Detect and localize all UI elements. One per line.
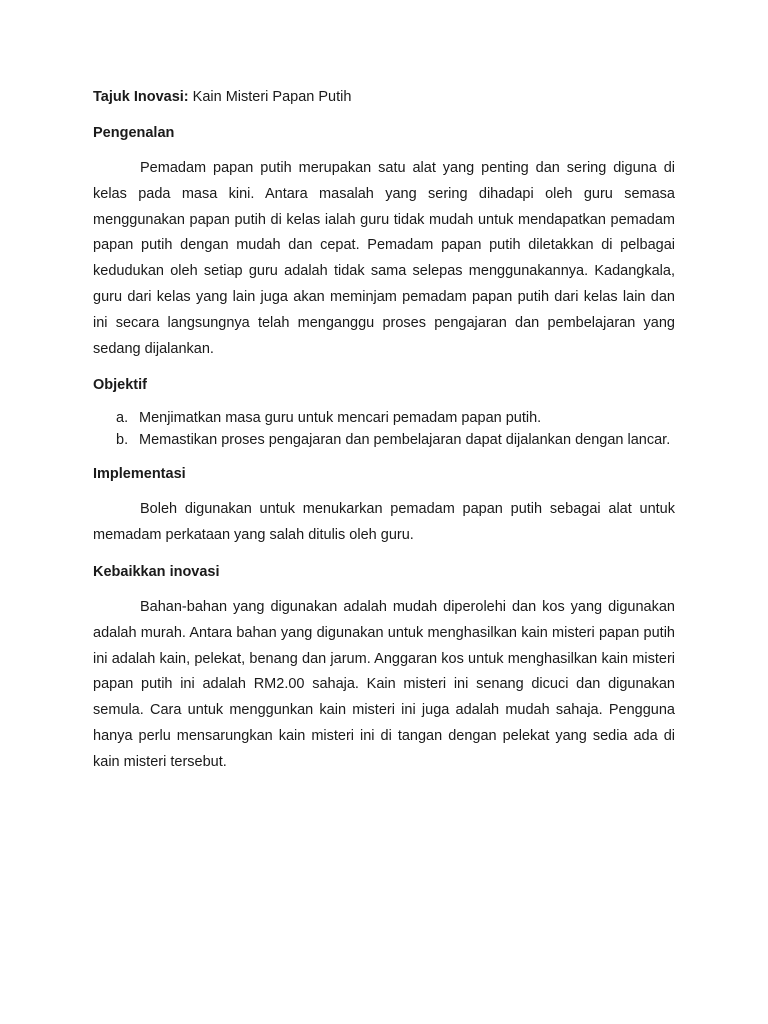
objective-item: [93, 428, 675, 453]
section-body-kebaikkan: Bahan-bahan yang digunakan adalah mudah diperolehi dan kos yang digunakan adalah murah. Antara bahan yang digunakan untuk menghasilkan kain misteri papan putih ini adalah kain, pelekat, benang dan jarum. Anggaran kos untuk menghasilkan kain misteri papan putih ini adalah RM2.00 sahaja. Kain misteri ini senang dicuci dan digunakan semula. Cara untuk menggunkan kain misteri ini juga adalah mudah sahaja. Pengguna hanya perlu mensarungkan kain misteri ini di tangan dengan pelekat yang sedia ada di kain misteri tersebut.: [93, 598, 675, 770]
objective-list: [93, 408, 675, 453]
objective-item: [93, 408, 675, 428]
list-marker: a.: [116, 410, 129, 427]
section-heading-pengenalan: Pengenalan: [93, 125, 175, 141]
title-label: Tajuk Inovasi:: [93, 89, 189, 105]
title-value: Kain Misteri Papan Putih: [188, 89, 352, 105]
list-marker: b.: [116, 432, 129, 449]
section-heading-implementasi: Implementasi: [93, 466, 186, 483]
objective-text: Memastikan proses pengajaran dan pembelajaran dapat dijalankan dengan lancar.: [139, 432, 671, 449]
document-title: [93, 87, 675, 107]
section-body-implementasi: Boleh digunakan untuk menukarkan pemadam papan putih sebagai alat untuk memadam perkataan yang salah ditulis oleh guru.: [93, 501, 675, 544]
section-heading-kebaikkan: Kebaikkan inovasi: [93, 563, 220, 580]
document-page: [93, 87, 675, 789]
section-body-pengenalan: Pemadam papan putih merupakan satu alat yang penting dan sering diguna di kelas pada masa kini. Antara masalah yang sering dihadapi oleh guru semasa menggunakan papan putih di kelas ialah guru tidak mudah untuk mendapatkan pemadam papan putih dengan mudah dan cepat. Pemadam papan putih diletakkan di pelbagai kedudukan oleh setiap guru adalah tidak sama selepas menggunakannya. Kadangkala, guru dari kelas yang lain juga akan meminjam pemadam papan putih dari kelas lain dan ini secara langsungnya telah menganggu proses pengajaran dan pembelajaran yang sedang dijalankan.: [93, 160, 675, 357]
section-heading-objektif: Objektif: [93, 377, 147, 394]
objective-text: Menjimatkan masa guru untuk mencari pemadam papan putih.: [139, 410, 542, 427]
